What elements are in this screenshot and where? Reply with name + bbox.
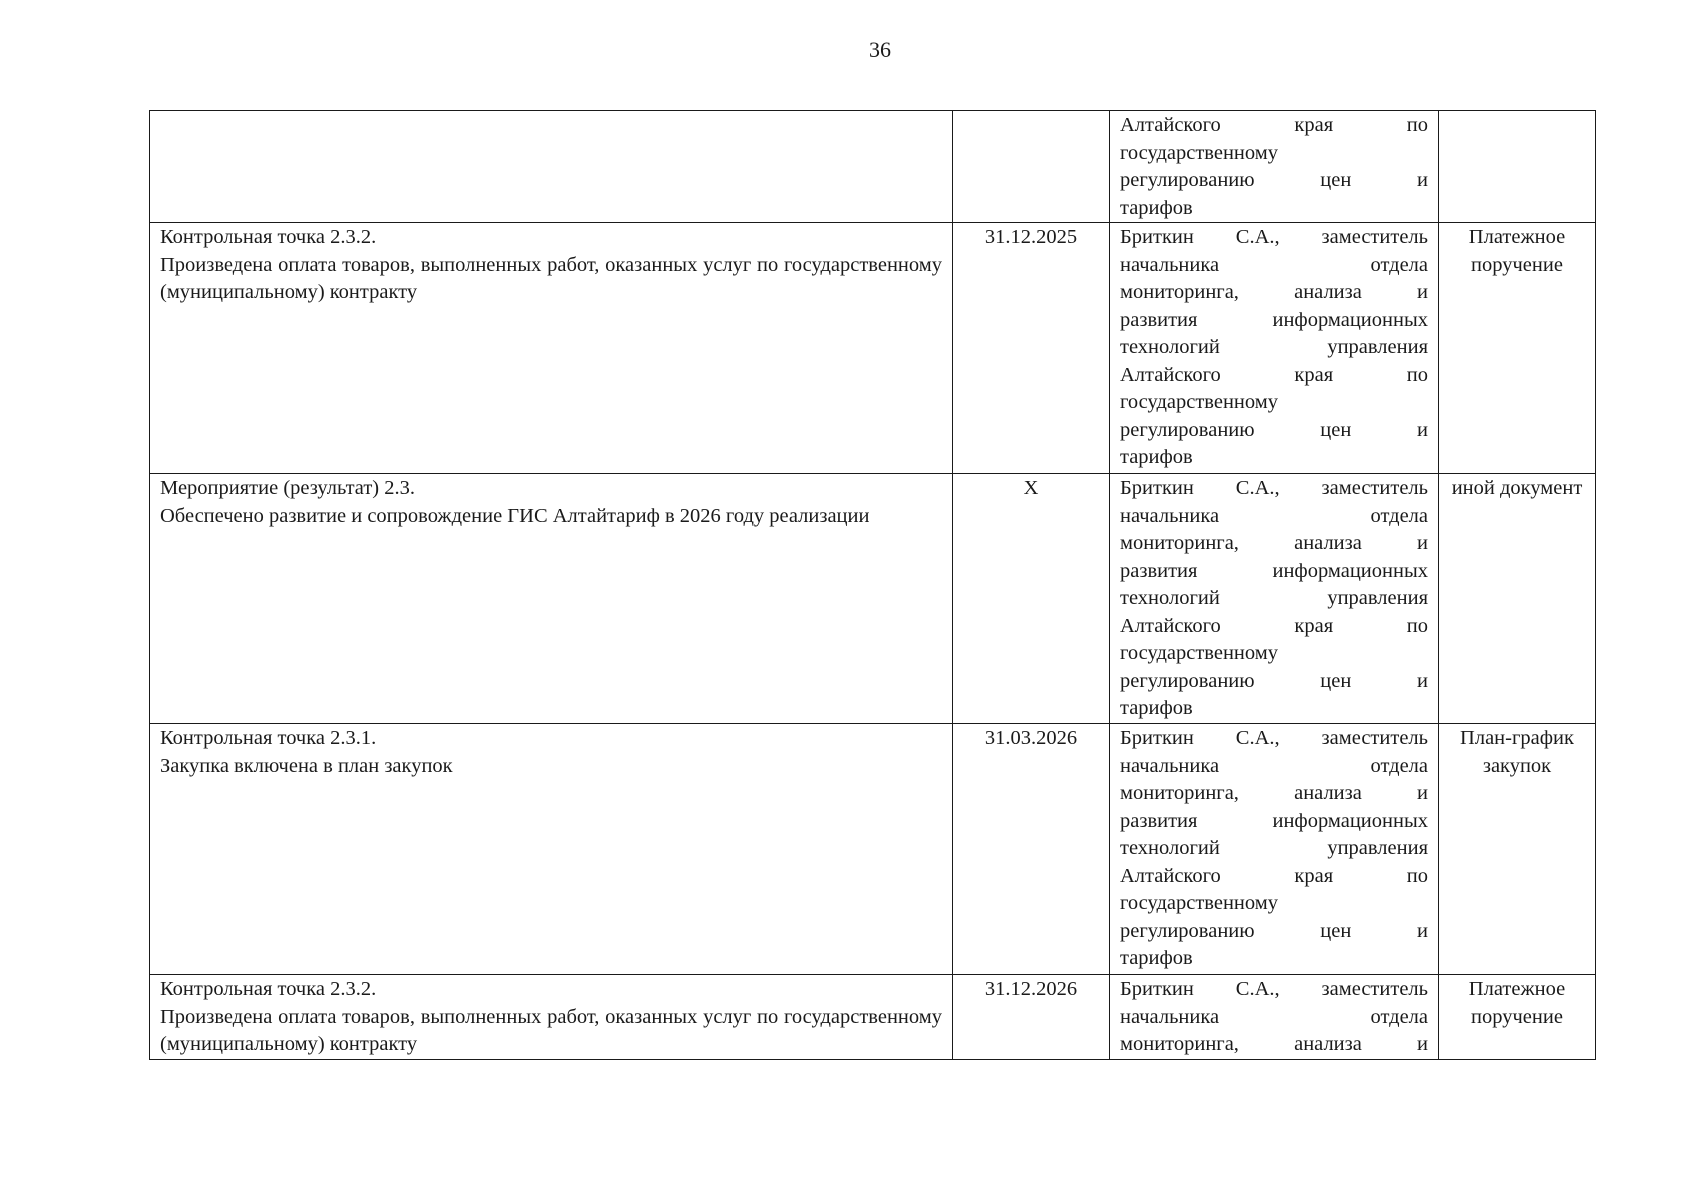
responsible-line: развития информационных bbox=[1120, 559, 1428, 582]
responsible-cell bbox=[1110, 975, 1439, 1060]
responsible-line: начальника отдела bbox=[1120, 504, 1428, 527]
responsible-line: государственному bbox=[1120, 642, 1278, 664]
event-cell bbox=[150, 975, 953, 1060]
responsible-line: государственному bbox=[1120, 141, 1278, 164]
responsible-cell bbox=[1110, 223, 1439, 474]
responsible-line: начальника отдела bbox=[1120, 1005, 1428, 1028]
document-cell: иной документ bbox=[1439, 474, 1596, 724]
responsible-line: Бриткин С.А., заместитель bbox=[1120, 978, 1428, 1000]
responsible-line: тарифов bbox=[1120, 196, 1193, 219]
table-row bbox=[150, 111, 1596, 223]
event-cell bbox=[150, 223, 953, 474]
document-cell bbox=[1439, 111, 1596, 223]
responsible-line: регулированию цен и bbox=[1120, 919, 1428, 942]
responsible-line: регулированию цен и bbox=[1120, 418, 1428, 441]
document-cell: Платежное поручение bbox=[1439, 223, 1596, 474]
table-row bbox=[150, 474, 1596, 724]
date-cell bbox=[953, 111, 1110, 223]
responsible-line: Алтайского края по bbox=[1120, 363, 1428, 386]
responsible-line: мониторинга, анализа и bbox=[1120, 782, 1428, 804]
responsible-line: начальника отдела bbox=[1120, 754, 1428, 777]
event-title: Контрольная точка 2.3.1. bbox=[160, 727, 377, 749]
responsible-line: развития информационных bbox=[1120, 308, 1428, 331]
responsible-line: тарифов bbox=[1120, 947, 1193, 969]
responsible-line: Бриткин С.А., заместитель bbox=[1120, 477, 1428, 499]
responsible-cell bbox=[1110, 474, 1439, 724]
date-cell: 31.12.2026 bbox=[953, 975, 1110, 1060]
responsible-line: Алтайского края по bbox=[1120, 864, 1428, 887]
event-description: Закупка включена в план закупок bbox=[160, 754, 453, 777]
responsible-line: Алтайского края по bbox=[1120, 114, 1428, 136]
document-cell: Платежное поручение bbox=[1439, 975, 1596, 1060]
page-number: 36 bbox=[869, 37, 891, 62]
date-cell: Х bbox=[953, 474, 1110, 724]
date-cell: 31.12.2025 bbox=[953, 223, 1110, 474]
responsible-line: технологий управления bbox=[1120, 837, 1428, 859]
responsible-line: развития информационных bbox=[1120, 809, 1428, 832]
event-description: Произведена оплата товаров, выполненных работ, оказанных услуг по государственному (муниципальному) контракту bbox=[160, 1005, 942, 1055]
event-title: Контрольная точка 2.3.2. bbox=[160, 226, 377, 248]
responsible-line: Бриткин С.А., заместитель bbox=[1120, 727, 1428, 749]
responsible-line: тарифов bbox=[1120, 446, 1193, 468]
responsible-line: мониторинга, анализа и bbox=[1120, 532, 1428, 554]
event-cell bbox=[150, 474, 953, 724]
responsible-cell bbox=[1110, 724, 1439, 975]
responsible-line: мониторинга, анализа и bbox=[1120, 1033, 1428, 1055]
responsible-line: регулированию цен и bbox=[1120, 669, 1428, 692]
responsible-line: тарифов bbox=[1120, 697, 1193, 719]
responsible-line: государственному bbox=[1120, 892, 1278, 914]
document-cell: План-график закупок bbox=[1439, 724, 1596, 975]
table-row bbox=[150, 975, 1596, 1060]
responsible-line: технологий управления bbox=[1120, 336, 1428, 358]
responsible-line: Алтайского края по bbox=[1120, 614, 1428, 637]
responsible-line: технологий управления bbox=[1120, 587, 1428, 609]
event-title: Мероприятие (результат) 2.3. bbox=[160, 477, 416, 499]
table-row bbox=[150, 724, 1596, 975]
event-description: Обеспечено развитие и сопровождение ГИС Алтайтариф в 2026 году реализации bbox=[160, 504, 870, 527]
responsible-line: Бриткин С.А., заместитель bbox=[1120, 226, 1428, 248]
event-cell bbox=[150, 111, 953, 223]
event-description: Произведена оплата товаров, выполненных работ, оказанных услуг по государственному (муниципальному) контракту bbox=[160, 253, 942, 303]
plan-table bbox=[149, 110, 1596, 1060]
responsible-line: регулированию цен и bbox=[1120, 169, 1428, 191]
event-title: Контрольная точка 2.3.2. bbox=[160, 978, 377, 1000]
responsible-cell bbox=[1110, 111, 1439, 223]
responsible-line: мониторинга, анализа и bbox=[1120, 281, 1428, 303]
event-cell bbox=[150, 724, 953, 975]
responsible-line: начальника отдела bbox=[1120, 253, 1428, 276]
responsible-line: государственному bbox=[1120, 391, 1278, 413]
table-row bbox=[150, 223, 1596, 474]
date-cell: 31.03.2026 bbox=[953, 724, 1110, 975]
